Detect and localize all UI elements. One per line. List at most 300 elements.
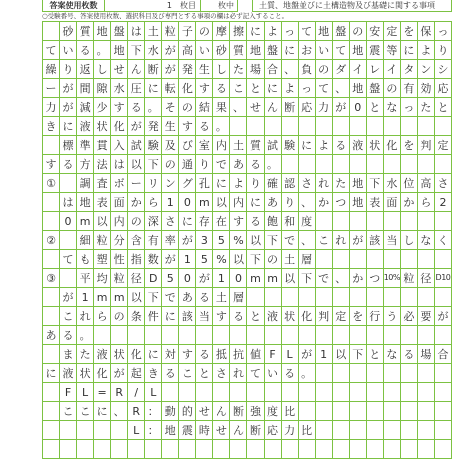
grid-cell[interactable]: 径 bbox=[128, 269, 145, 288]
grid-cell[interactable]: 分 bbox=[111, 231, 128, 250]
grid-cell[interactable]: 。 bbox=[77, 326, 94, 345]
grid-cell[interactable] bbox=[435, 402, 452, 421]
grid-cell[interactable]: 以 bbox=[247, 231, 264, 250]
grid-cell[interactable]: し bbox=[94, 60, 111, 79]
grid-cell[interactable] bbox=[43, 288, 60, 307]
grid-cell[interactable]: 砂 bbox=[60, 22, 77, 41]
grid-cell[interactable] bbox=[282, 383, 299, 402]
grid-cell[interactable]: れ bbox=[230, 364, 247, 383]
grid-cell[interactable]: 1 bbox=[162, 193, 179, 212]
grid-cell[interactable]: 以 bbox=[128, 155, 145, 174]
grid-cell[interactable]: こ bbox=[230, 79, 247, 98]
grid-cell[interactable]: 有 bbox=[145, 231, 162, 250]
grid-cell[interactable]: m bbox=[196, 193, 213, 212]
grid-cell[interactable]: 結 bbox=[196, 98, 213, 117]
grid-cell[interactable]: 法 bbox=[94, 155, 111, 174]
grid-cell[interactable]: 盤 bbox=[265, 41, 282, 60]
answer-grid[interactable] bbox=[42, 21, 452, 459]
grid-cell[interactable]: さ bbox=[299, 174, 316, 193]
grid-cell[interactable]: 。 bbox=[265, 155, 282, 174]
grid-cell[interactable]: 、 bbox=[111, 402, 128, 421]
grid-cell[interactable]: れ bbox=[333, 231, 350, 250]
grid-cell[interactable]: 1 bbox=[77, 288, 94, 307]
grid-cell[interactable]: せ bbox=[196, 402, 213, 421]
grid-cell[interactable] bbox=[316, 288, 333, 307]
grid-cell[interactable] bbox=[367, 117, 384, 136]
grid-cell[interactable]: 高 bbox=[418, 174, 435, 193]
grid-cell[interactable]: 保 bbox=[418, 22, 435, 41]
grid-cell[interactable] bbox=[94, 421, 111, 440]
grid-cell[interactable] bbox=[418, 117, 435, 136]
grid-cell[interactable]: ー bbox=[128, 174, 145, 193]
grid-cell[interactable]: に bbox=[247, 193, 264, 212]
grid-cell[interactable]: の bbox=[162, 155, 179, 174]
grid-cell[interactable]: た bbox=[77, 345, 94, 364]
grid-cell[interactable]: 貫 bbox=[94, 136, 111, 155]
grid-cell[interactable]: も bbox=[77, 250, 94, 269]
grid-cell[interactable]: の bbox=[128, 212, 145, 231]
grid-cell[interactable]: な bbox=[384, 98, 401, 117]
grid-cell[interactable] bbox=[77, 421, 94, 440]
grid-cell[interactable] bbox=[265, 288, 282, 307]
grid-cell[interactable] bbox=[43, 345, 60, 364]
grid-cell[interactable] bbox=[333, 364, 350, 383]
grid-cell[interactable]: よ bbox=[265, 22, 282, 41]
grid-cell[interactable]: の bbox=[350, 22, 367, 41]
grid-cell[interactable]: 少 bbox=[94, 98, 111, 117]
grid-cell[interactable]: ン bbox=[418, 60, 435, 79]
grid-cell[interactable]: 抵 bbox=[213, 345, 230, 364]
grid-cell[interactable]: い bbox=[196, 41, 213, 60]
grid-cell[interactable] bbox=[435, 155, 452, 174]
grid-cell[interactable]: 土 bbox=[282, 250, 299, 269]
grid-cell[interactable]: 定 bbox=[333, 307, 350, 326]
grid-cell[interactable]: と bbox=[367, 345, 384, 364]
grid-cell[interactable]: m bbox=[265, 269, 282, 288]
grid-cell[interactable]: 孔 bbox=[196, 174, 213, 193]
grid-cell[interactable]: れ bbox=[316, 174, 333, 193]
grid-cell[interactable]: す bbox=[213, 307, 230, 326]
grid-cell[interactable]: せ bbox=[111, 60, 128, 79]
grid-cell[interactable]: ら bbox=[94, 307, 111, 326]
grid-cell[interactable]: に bbox=[60, 117, 77, 136]
grid-cell[interactable] bbox=[299, 440, 316, 459]
grid-cell[interactable]: る bbox=[196, 345, 213, 364]
grid-cell[interactable]: 生 bbox=[162, 117, 179, 136]
grid-cell[interactable]: 化 bbox=[111, 117, 128, 136]
grid-cell[interactable] bbox=[418, 212, 435, 231]
grid-cell[interactable]: 均 bbox=[94, 269, 111, 288]
grid-cell[interactable] bbox=[247, 440, 264, 459]
grid-cell[interactable]: と bbox=[247, 79, 264, 98]
grid-cell[interactable]: に bbox=[179, 212, 196, 231]
grid-cell[interactable] bbox=[316, 383, 333, 402]
grid-cell[interactable] bbox=[367, 364, 384, 383]
grid-cell[interactable]: 盤 bbox=[367, 79, 384, 98]
grid-cell[interactable] bbox=[418, 326, 435, 345]
grid-cell[interactable] bbox=[384, 155, 401, 174]
grid-cell[interactable] bbox=[230, 440, 247, 459]
grid-cell[interactable]: 判 bbox=[418, 136, 435, 155]
grid-cell[interactable] bbox=[299, 402, 316, 421]
grid-cell[interactable]: 状 bbox=[77, 364, 94, 383]
grid-cell[interactable] bbox=[333, 288, 350, 307]
grid-cell[interactable]: 動 bbox=[162, 402, 179, 421]
grid-cell[interactable] bbox=[145, 440, 162, 459]
grid-cell[interactable]: り bbox=[282, 193, 299, 212]
grid-cell[interactable]: い bbox=[316, 41, 333, 60]
grid-cell[interactable] bbox=[384, 117, 401, 136]
grid-cell[interactable] bbox=[299, 155, 316, 174]
grid-cell[interactable] bbox=[367, 250, 384, 269]
grid-cell[interactable]: 0 bbox=[60, 212, 77, 231]
grid-cell[interactable]: が bbox=[435, 307, 452, 326]
grid-cell[interactable]: L bbox=[77, 383, 94, 402]
grid-cell[interactable]: 下 bbox=[128, 41, 145, 60]
grid-cell[interactable]: 摩 bbox=[213, 22, 230, 41]
sheet-number-field[interactable] bbox=[105, 0, 201, 11]
grid-cell[interactable]: 地 bbox=[77, 193, 94, 212]
grid-cell[interactable]: 間 bbox=[77, 79, 94, 98]
grid-cell[interactable]: 0 bbox=[179, 269, 196, 288]
grid-cell[interactable]: 面 bbox=[384, 193, 401, 212]
grid-cell[interactable]: 位 bbox=[401, 174, 418, 193]
grid-cell[interactable]: 定 bbox=[384, 22, 401, 41]
grid-cell[interactable]: 状 bbox=[111, 345, 128, 364]
grid-cell[interactable]: 内 bbox=[111, 212, 128, 231]
grid-cell[interactable]: 土 bbox=[213, 288, 230, 307]
grid-cell[interactable]: 比 bbox=[282, 402, 299, 421]
grid-cell[interactable]: 含 bbox=[128, 231, 145, 250]
grid-cell[interactable] bbox=[247, 288, 264, 307]
grid-cell[interactable] bbox=[350, 383, 367, 402]
grid-cell[interactable]: せ bbox=[213, 421, 230, 440]
grid-cell[interactable] bbox=[435, 364, 452, 383]
grid-cell[interactable]: 5 bbox=[196, 250, 213, 269]
grid-cell[interactable] bbox=[282, 326, 299, 345]
grid-cell[interactable]: る bbox=[162, 364, 179, 383]
grid-cell[interactable]: 地 bbox=[111, 41, 128, 60]
grid-cell[interactable]: 地 bbox=[94, 22, 111, 41]
grid-cell[interactable]: 当 bbox=[384, 231, 401, 250]
grid-cell[interactable] bbox=[350, 288, 367, 307]
grid-cell[interactable]: 比 bbox=[299, 421, 316, 440]
grid-cell[interactable]: 合 bbox=[435, 345, 452, 364]
grid-cell[interactable] bbox=[43, 212, 60, 231]
grid-cell[interactable]: 液 bbox=[60, 364, 77, 383]
grid-cell[interactable] bbox=[350, 250, 367, 269]
grid-cell[interactable]: 験 bbox=[282, 136, 299, 155]
grid-cell[interactable]: き bbox=[145, 364, 162, 383]
grid-cell[interactable]: 及 bbox=[162, 136, 179, 155]
grid-cell[interactable]: 、 bbox=[299, 231, 316, 250]
grid-cell[interactable]: す bbox=[111, 98, 128, 117]
grid-cell[interactable]: 減 bbox=[77, 98, 94, 117]
grid-cell[interactable]: 該 bbox=[179, 307, 196, 326]
grid-cell[interactable]: 、 bbox=[230, 98, 247, 117]
grid-cell[interactable]: 深 bbox=[145, 212, 162, 231]
grid-cell[interactable]: 対 bbox=[162, 345, 179, 364]
grid-cell[interactable] bbox=[401, 155, 418, 174]
grid-cell[interactable]: す bbox=[43, 155, 60, 174]
grid-cell[interactable] bbox=[230, 326, 247, 345]
grid-cell[interactable]: 。 bbox=[299, 364, 316, 383]
grid-cell[interactable]: 応 bbox=[265, 421, 282, 440]
grid-cell[interactable] bbox=[60, 269, 77, 288]
grid-cell[interactable] bbox=[401, 117, 418, 136]
grid-cell[interactable]: ① bbox=[43, 174, 60, 193]
grid-cell[interactable]: ら bbox=[145, 193, 162, 212]
grid-cell[interactable]: 5 bbox=[162, 269, 179, 288]
grid-cell[interactable]: っ bbox=[401, 98, 418, 117]
grid-cell[interactable] bbox=[350, 155, 367, 174]
grid-cell[interactable]: あ bbox=[230, 155, 247, 174]
grid-cell[interactable] bbox=[384, 440, 401, 459]
grid-cell[interactable] bbox=[333, 440, 350, 459]
grid-cell[interactable] bbox=[128, 440, 145, 459]
grid-cell[interactable]: ん bbox=[213, 402, 230, 421]
grid-cell[interactable]: 下 bbox=[367, 174, 384, 193]
grid-cell[interactable]: ー bbox=[43, 79, 60, 98]
grid-cell[interactable] bbox=[60, 440, 77, 459]
grid-cell[interactable]: が bbox=[60, 288, 77, 307]
grid-cell[interactable]: か bbox=[401, 193, 418, 212]
grid-cell[interactable]: に bbox=[145, 79, 162, 98]
grid-cell[interactable]: に bbox=[94, 402, 111, 421]
grid-cell[interactable] bbox=[333, 421, 350, 440]
grid-cell[interactable] bbox=[367, 440, 384, 459]
grid-cell[interactable] bbox=[418, 250, 435, 269]
grid-cell[interactable]: 表 bbox=[94, 193, 111, 212]
grid-cell[interactable] bbox=[128, 326, 145, 345]
grid-cell[interactable]: 以 bbox=[333, 345, 350, 364]
grid-cell[interactable]: と bbox=[435, 98, 452, 117]
grid-cell[interactable]: こ bbox=[60, 307, 77, 326]
grid-cell[interactable]: 土 bbox=[145, 22, 162, 41]
grid-cell[interactable] bbox=[213, 326, 230, 345]
grid-cell[interactable]: て bbox=[299, 22, 316, 41]
grid-cell[interactable]: 件 bbox=[145, 307, 162, 326]
grid-cell[interactable]: 1 bbox=[316, 345, 333, 364]
grid-cell[interactable]: 等 bbox=[384, 41, 401, 60]
grid-cell[interactable]: を bbox=[401, 136, 418, 155]
grid-cell[interactable] bbox=[418, 364, 435, 383]
grid-cell[interactable]: ま bbox=[60, 345, 77, 364]
grid-cell[interactable]: 以 bbox=[128, 288, 145, 307]
grid-cell[interactable]: 指 bbox=[128, 250, 145, 269]
grid-cell[interactable]: 高 bbox=[179, 41, 196, 60]
grid-cell[interactable]: に bbox=[401, 41, 418, 60]
grid-cell[interactable] bbox=[367, 421, 384, 440]
grid-cell[interactable]: な bbox=[418, 231, 435, 250]
grid-cell[interactable] bbox=[43, 193, 60, 212]
grid-cell[interactable]: 断 bbox=[230, 402, 247, 421]
grid-cell[interactable]: ん bbox=[128, 60, 145, 79]
grid-cell[interactable] bbox=[265, 117, 282, 136]
grid-cell[interactable]: / bbox=[128, 383, 145, 402]
grid-cell[interactable] bbox=[162, 440, 179, 459]
grid-cell[interactable]: 度 bbox=[265, 402, 282, 421]
grid-cell[interactable]: の bbox=[111, 307, 128, 326]
grid-cell[interactable] bbox=[299, 383, 316, 402]
grid-cell[interactable] bbox=[316, 402, 333, 421]
grid-cell[interactable] bbox=[384, 421, 401, 440]
grid-cell[interactable]: 定 bbox=[435, 136, 452, 155]
grid-cell[interactable]: あ bbox=[265, 193, 282, 212]
grid-cell[interactable]: 強 bbox=[247, 402, 264, 421]
grid-cell[interactable] bbox=[230, 383, 247, 402]
grid-cell[interactable]: 値 bbox=[247, 345, 264, 364]
grid-cell[interactable] bbox=[418, 421, 435, 440]
grid-cell[interactable]: 水 bbox=[384, 174, 401, 193]
grid-cell[interactable]: 有 bbox=[401, 79, 418, 98]
grid-cell[interactable]: 標 bbox=[60, 136, 77, 155]
grid-cell[interactable] bbox=[401, 326, 418, 345]
grid-cell[interactable]: 液 bbox=[350, 136, 367, 155]
grid-cell[interactable]: は bbox=[111, 155, 128, 174]
grid-cell[interactable]: っ bbox=[299, 79, 316, 98]
grid-cell[interactable]: m bbox=[111, 288, 128, 307]
grid-cell[interactable]: に bbox=[43, 364, 60, 383]
grid-cell[interactable]: D bbox=[145, 269, 162, 288]
grid-cell[interactable]: す bbox=[230, 212, 247, 231]
grid-cell[interactable]: す bbox=[196, 79, 213, 98]
grid-cell[interactable]: 調 bbox=[77, 174, 94, 193]
grid-cell[interactable]: 力 bbox=[282, 421, 299, 440]
grid-cell[interactable]: 下 bbox=[350, 345, 367, 364]
grid-cell[interactable]: り bbox=[435, 41, 452, 60]
grid-cell[interactable]: こ bbox=[77, 402, 94, 421]
grid-cell[interactable]: m bbox=[247, 269, 264, 288]
grid-cell[interactable]: 飽 bbox=[265, 212, 282, 231]
grid-cell[interactable] bbox=[265, 440, 282, 459]
grid-cell[interactable] bbox=[367, 155, 384, 174]
grid-cell[interactable]: が bbox=[179, 231, 196, 250]
grid-cell[interactable] bbox=[179, 326, 196, 345]
grid-cell[interactable] bbox=[111, 326, 128, 345]
grid-cell[interactable] bbox=[213, 383, 230, 402]
grid-cell[interactable]: 断 bbox=[247, 421, 264, 440]
grid-cell[interactable]: こ bbox=[316, 231, 333, 250]
grid-cell[interactable] bbox=[418, 440, 435, 459]
grid-cell[interactable]: か bbox=[350, 269, 367, 288]
grid-cell[interactable]: F bbox=[60, 383, 77, 402]
grid-cell[interactable] bbox=[43, 383, 60, 402]
grid-cell[interactable]: 圧 bbox=[128, 79, 145, 98]
grid-cell[interactable]: 試 bbox=[128, 136, 145, 155]
grid-cell[interactable]: さ bbox=[162, 212, 179, 231]
grid-cell[interactable]: で bbox=[213, 155, 230, 174]
grid-cell[interactable]: が bbox=[162, 41, 179, 60]
grid-cell[interactable]: 試 bbox=[265, 136, 282, 155]
grid-cell[interactable] bbox=[60, 231, 77, 250]
grid-cell[interactable]: 査 bbox=[94, 174, 111, 193]
grid-cell[interactable]: よ bbox=[418, 41, 435, 60]
grid-cell[interactable]: 地 bbox=[350, 79, 367, 98]
grid-cell[interactable]: 発 bbox=[179, 60, 196, 79]
grid-cell[interactable]: R bbox=[111, 383, 128, 402]
grid-cell[interactable]: っ bbox=[282, 22, 299, 41]
grid-cell[interactable]: 効 bbox=[418, 79, 435, 98]
grid-cell[interactable]: ： bbox=[145, 402, 162, 421]
grid-cell[interactable]: せ bbox=[247, 98, 264, 117]
grid-cell[interactable]: こ bbox=[179, 364, 196, 383]
grid-cell[interactable]: の bbox=[196, 22, 213, 41]
grid-cell[interactable]: 盤 bbox=[111, 22, 128, 41]
grid-cell[interactable] bbox=[282, 288, 299, 307]
grid-cell[interactable]: 果 bbox=[213, 98, 230, 117]
grid-cell[interactable]: で bbox=[282, 231, 299, 250]
grid-cell[interactable] bbox=[333, 212, 350, 231]
grid-cell[interactable] bbox=[60, 174, 77, 193]
grid-cell[interactable] bbox=[333, 250, 350, 269]
grid-cell[interactable]: っ bbox=[435, 22, 452, 41]
grid-cell[interactable]: 度 bbox=[299, 212, 316, 231]
grid-cell[interactable] bbox=[43, 250, 60, 269]
grid-cell[interactable]: 和 bbox=[282, 212, 299, 231]
grid-cell[interactable]: 状 bbox=[367, 136, 384, 155]
grid-cell[interactable]: 発 bbox=[145, 117, 162, 136]
grid-cell[interactable]: 負 bbox=[299, 60, 316, 79]
grid-cell[interactable]: 水 bbox=[145, 41, 162, 60]
grid-cell[interactable]: る bbox=[247, 212, 264, 231]
grid-cell[interactable] bbox=[384, 250, 401, 269]
grid-cell[interactable] bbox=[367, 212, 384, 231]
grid-cell[interactable]: が bbox=[128, 117, 145, 136]
grid-cell[interactable] bbox=[367, 383, 384, 402]
grid-cell[interactable]: % bbox=[230, 231, 247, 250]
grid-cell[interactable]: 質 bbox=[247, 136, 264, 155]
grid-cell[interactable] bbox=[316, 421, 333, 440]
grid-cell[interactable]: グ bbox=[179, 174, 196, 193]
grid-cell[interactable] bbox=[401, 440, 418, 459]
grid-cell[interactable]: F bbox=[265, 345, 282, 364]
grid-cell[interactable]: 以 bbox=[230, 250, 247, 269]
grid-cell[interactable] bbox=[43, 402, 60, 421]
grid-cell[interactable]: 準 bbox=[77, 136, 94, 155]
grid-cell[interactable]: 入 bbox=[111, 136, 128, 155]
grid-cell[interactable]: つ bbox=[333, 193, 350, 212]
grid-cell[interactable] bbox=[282, 440, 299, 459]
grid-cell[interactable] bbox=[60, 421, 77, 440]
grid-cell[interactable]: イ bbox=[350, 60, 367, 79]
grid-cell[interactable]: 、 bbox=[282, 60, 299, 79]
grid-cell[interactable] bbox=[43, 307, 60, 326]
grid-cell[interactable]: た bbox=[230, 60, 247, 79]
grid-cell[interactable]: 下 bbox=[145, 288, 162, 307]
grid-cell[interactable] bbox=[247, 326, 264, 345]
grid-cell[interactable]: 的 bbox=[179, 402, 196, 421]
grid-cell[interactable]: 隙 bbox=[94, 79, 111, 98]
grid-cell[interactable] bbox=[350, 440, 367, 459]
grid-cell[interactable]: た bbox=[333, 174, 350, 193]
grid-cell[interactable]: L bbox=[282, 345, 299, 364]
grid-cell[interactable]: た bbox=[418, 98, 435, 117]
grid-cell[interactable]: 2 bbox=[435, 193, 452, 212]
grid-cell[interactable]: る bbox=[196, 288, 213, 307]
grid-cell[interactable] bbox=[316, 155, 333, 174]
grid-cell[interactable] bbox=[418, 288, 435, 307]
grid-cell[interactable] bbox=[350, 212, 367, 231]
grid-cell[interactable]: さ bbox=[213, 364, 230, 383]
grid-cell[interactable] bbox=[316, 364, 333, 383]
grid-cell[interactable]: 率 bbox=[162, 231, 179, 250]
grid-cell[interactable]: L bbox=[145, 383, 162, 402]
grid-cell[interactable] bbox=[299, 117, 316, 136]
grid-cell[interactable]: 質 bbox=[230, 41, 247, 60]
grid-cell[interactable]: 以 bbox=[213, 193, 230, 212]
grid-cell[interactable]: か bbox=[316, 193, 333, 212]
